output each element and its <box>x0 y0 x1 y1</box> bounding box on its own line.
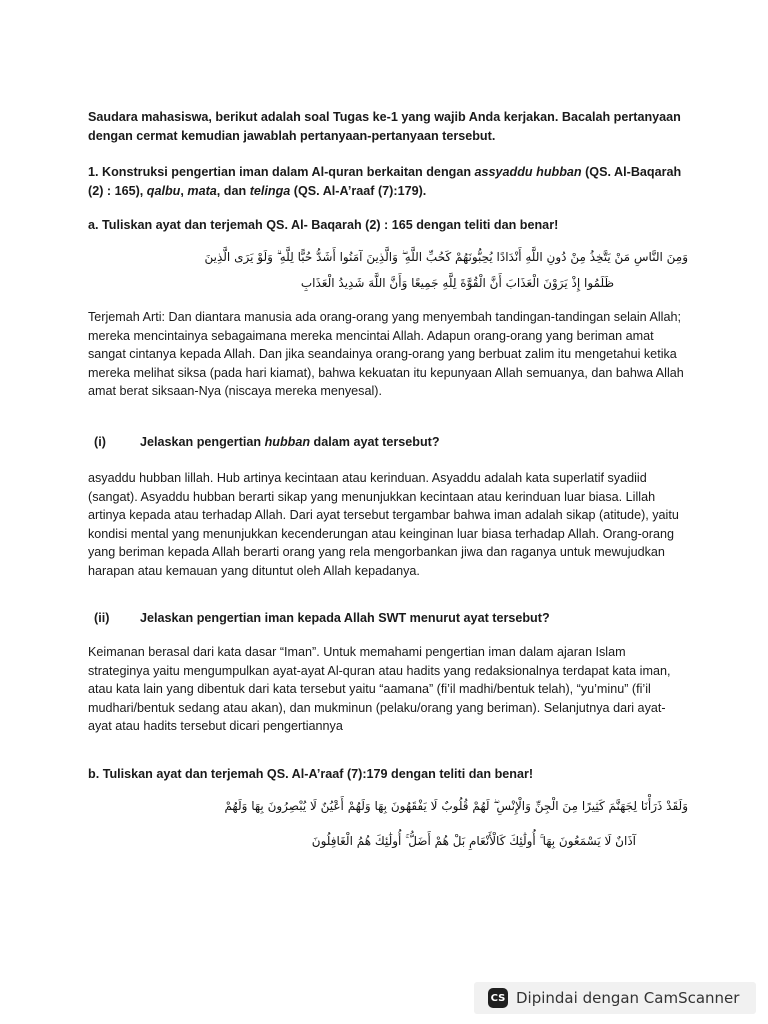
sub-question-ii-text: Jelaskan pengertian iman kepada Allah SWT menurut ayat tersebut? <box>140 611 550 625</box>
intro-paragraph: Saudara mahasiswa, berikut adalah soal Tugas ke-1 yang wajib Anda kerjakan. Bacalah pertanyaan dengan cermat kemudian jawablah pertanyaan-pertanyaan tersebut. <box>88 110 681 143</box>
camscanner-logo-icon: CS <box>488 988 508 1008</box>
sub-question-i-text-end: dalam ayat tersebut? <box>310 435 440 449</box>
q1-reference-baqarah: (QS. Al-Baqarah (2) : 165), <box>88 165 682 198</box>
question-a-heading: a. Tuliskan ayat dan terjemah QS. Al- Baqarah (2) : 165 dengan teliti dan benar! <box>88 218 559 232</box>
q1-term-mata: mata <box>187 183 217 198</box>
sub-question-i-term: hubban <box>264 435 311 449</box>
sub-question-ii-number: (ii) <box>94 611 110 625</box>
sub-question-i-number: (i) <box>94 435 106 449</box>
question-1 <box>88 163 688 200</box>
translation-baqarah: Terjemah Arti: Dan diantara manusia ada orang-orang yang menyembah tandingan-tandingan selain Allah; mereka mencintainya sebagaimana mereka mencintai Allah. Adapun orang-orang yang beriman amat sangat cintanya kepada Allah. Dan jika seandainya orang-orang yang berbuat zalim itu mengetahui ketika mereka melihat siksa (pada hari kiamat), bahwa kekuatan itu kepunyaan Allah semuanya, dan bahwa Allah amat berat siksaan-Nya (niscaya mereka menyesal). <box>88 310 684 398</box>
q1-term-qalbu: qalbu <box>146 183 181 198</box>
question-b-heading: b. Tuliskan ayat dan terjemah QS. Al-A’raaf (7):179 dengan teliti dan benar! <box>88 767 534 781</box>
answer-ii: Keimanan berasal dari kata dasar “Iman”. Untuk memahami pengertian iman dalam ajaran Islam strateginya yaitu mengumpulkan ayat-ayat Al-quran atau hadits yang redaksionalnya terdapat kata iman, atau kata lain yang dibentuk dari kata tersebut yaitu “aamana” (fi’il madhi/bentuk telah), “yu’minu” (fi’il mudhari/bentuk sedang atau akan), dan mukminun (pelaku/orang yang beriman). Selanjutnya dari ayat-ayat atau hadits tersebut dicari pengertiannya <box>88 645 671 733</box>
q1-term-telinga: telinga <box>249 183 291 198</box>
camscanner-watermark <box>474 982 756 1014</box>
q1-separator: , <box>180 183 188 198</box>
arabic-verse-baqarah-line-2: ظَلَمُوا إِذْ يَرَوْنَ الْعَذَابَ أَنَّ الْقُوَّةَ لِلَّهِ جَمِيعًا وَأَنَّ اللَّهَ شَدِيدُ الْعَذَابِ <box>300 276 614 290</box>
sub-question-i-text: Jelaskan pengertian <box>140 435 265 449</box>
q1-separator: , dan <box>216 183 250 198</box>
q1-prefix: 1. Konstruksi pengertian iman dalam Al-quran berkaitan dengan <box>88 165 475 179</box>
answer-i: asyaddu hubban lillah. Hub artinya kecintaan atau kerinduan. Asyaddu adalah kata superlatif syadiid (sangat). Asyaddu hubban berarti sikap yang menunjukkan kecintaan atau kerinduan luar biasa. Lillah artinya kepada atau terhadap Allah. Dari ayat tersebut tergambar bahwa iman adalah sikap (atitude), yaitu kondisi mental yang menunjukkan kecenderungan atau keinginan luar biasa terhadap Allah. Orang-orang yang beriman kepada Allah berarti orang yang rela mengorbankan jiwa dan raganya untuk mewujudkan harapan atau kemauan yang dituntut oleh Allah kepadanya. <box>88 471 679 578</box>
arabic-verse-araaf-line-1: وَلَقَدْ ذَرَأْنَا لِجَهَنَّمَ كَثِيرًا مِنَ الْجِنِّ وَالْإِنْسِ ۖ لَهُمْ قُلُوبٌ لَا يَفْقَهُونَ بِهَا وَلَهُمْ أَعْيُنٌ لَا يُبْصِرُونَ بِهَا وَلَهُمْ <box>224 799 688 813</box>
sub-question-ii <box>94 609 694 627</box>
arabic-verse-araaf-line-2: آذَانٌ لَا يَسْمَعُونَ بِهَا ۚ أُولَٰئِكَ كَالْأَنْعَامِ بَلْ هُمْ أَضَلُّ ۚ أُولَٰئِكَ هُمُ الْغَافِلُونَ <box>311 834 636 848</box>
q1-term-assyaddu-hubban: assyaddu hubban <box>474 165 582 179</box>
q1-reference-araaf: (QS. Al-A’raaf (7):179). <box>290 183 427 198</box>
camscanner-text: Dipindai dengan CamScanner <box>516 989 740 1007</box>
sub-question-i <box>94 433 694 451</box>
arabic-verse-baqarah-line-1: وَمِنَ النَّاسِ مَنْ يَتَّخِذُ مِنْ دُونِ اللَّهِ أَنْدَادًا يُحِبُّونَهُمْ كَحُبِّ اللَّهِ ۖ وَالَّذِينَ آمَنُوا أَشَدُّ حُبًّا لِلَّهِ ۗ وَلَوْ يَرَى الَّذِينَ <box>204 250 688 264</box>
